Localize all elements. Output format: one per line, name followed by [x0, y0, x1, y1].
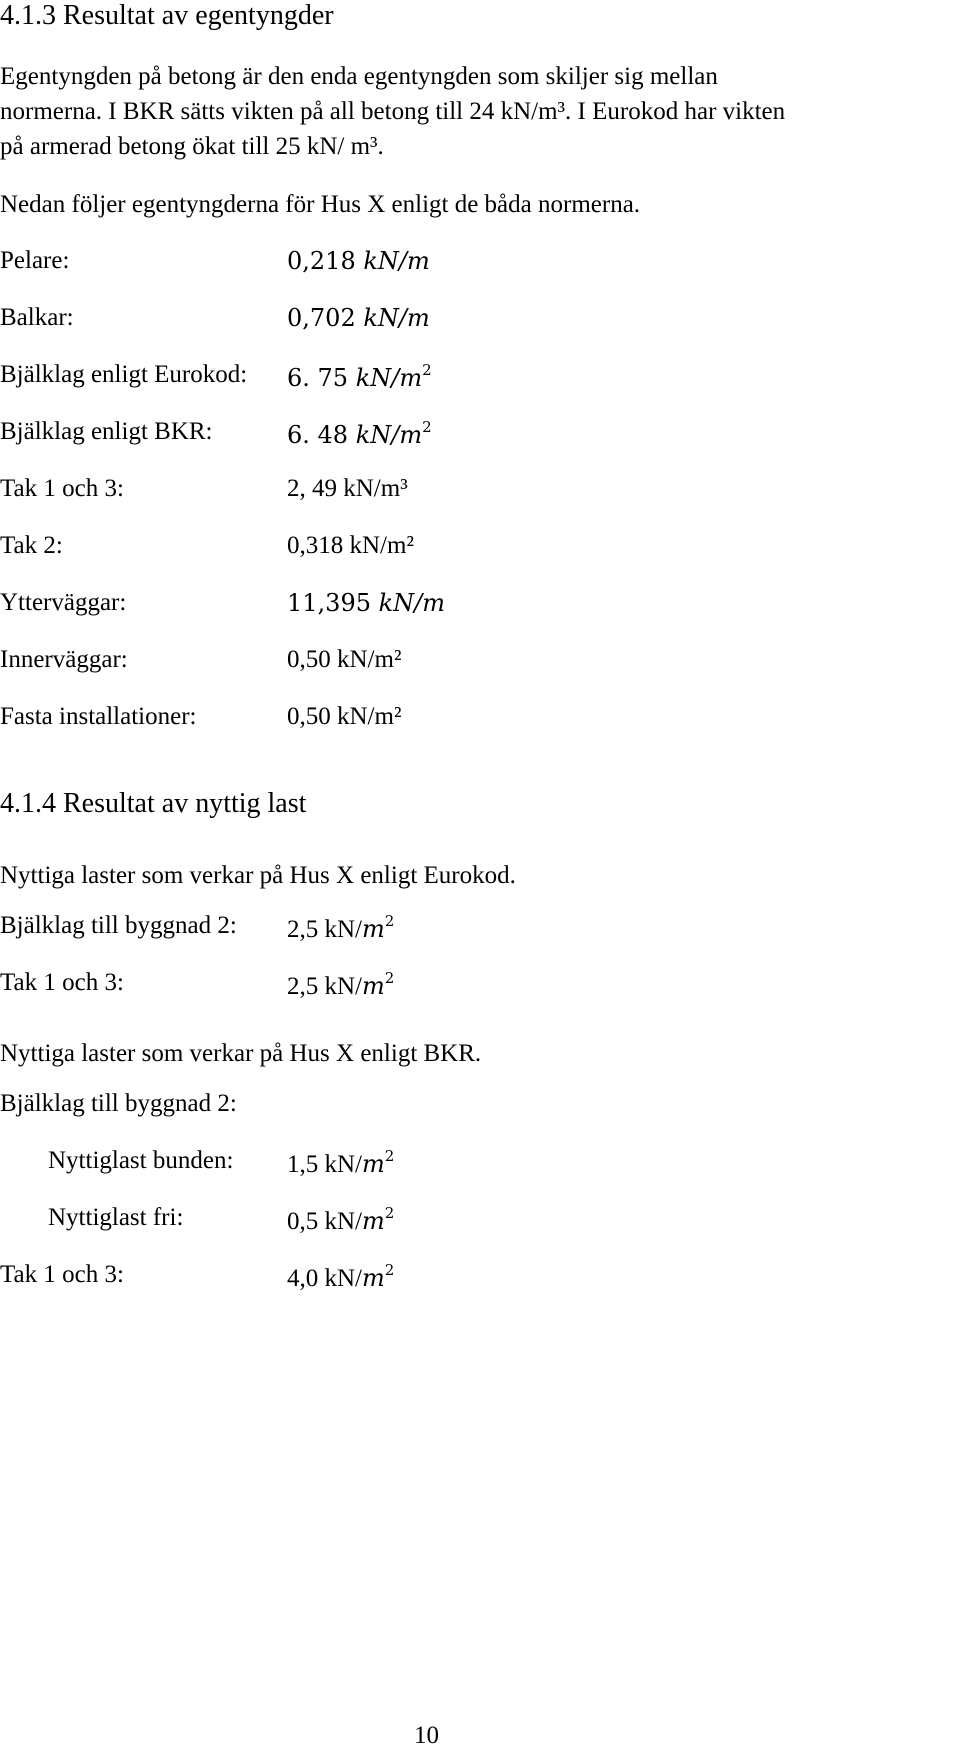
row-value-tak-1-3: 2, 49 kN/m³	[287, 475, 408, 502]
bkr-subheading: Bjälklag till byggnad 2:	[0, 1090, 237, 1117]
section-heading-egentyngder: 4.1.3 Resultat av egentyngder	[0, 0, 334, 31]
row-value-innervaggar: 0,50 kN/m²	[287, 646, 402, 673]
row-label-innervaggar: Innerväggar:	[0, 646, 128, 673]
row-value-fasta-installationer: 0,50 kN/m²	[287, 703, 402, 730]
row-label-tak-1-3: Tak 1 och 3:	[0, 475, 124, 502]
section-heading-nyttig-last: 4.1.4 Resultat av nyttig last	[0, 788, 307, 819]
row-value-tak-2: 0,318 kN/m²	[287, 532, 414, 559]
row-value-bjalklag-bkr: 6. 48 $kN/m^2$	[287, 418, 432, 449]
row-label-fasta-installationer: Fasta installationer:	[0, 703, 197, 730]
euro-row-value: 2,5 $kN/m^2$	[287, 912, 395, 943]
paragraph-line: normerna. I BKR sätts vikten på all betong till 24 kN/m³. I Eurokod har vikten	[0, 98, 786, 125]
euro-row-label: Bjälklag till byggnad 2:	[0, 912, 237, 939]
row-label-pelare: Pelare:	[0, 247, 70, 274]
row-label-balkar: Balkar:	[0, 304, 74, 331]
row-label-bjalklag-eurokod: Bjälklag enligt Eurokod:	[0, 361, 248, 388]
bkr-row-value: 0,5 $kN/m^2$	[287, 1204, 395, 1235]
row-label-tak-2: Tak 2:	[0, 532, 63, 559]
intro-text: Nedan följer egentyngderna för Hus X enligt de båda normerna.	[0, 191, 641, 218]
bkr-intro: Nyttiga laster som verkar på Hus X enligt BKR.	[0, 1040, 482, 1067]
euro-row-label: Tak 1 och 3:	[0, 969, 124, 996]
bkr-row-label: Nyttiglast bunden:	[48, 1147, 234, 1174]
row-value-yttervaggar: 11,395 kN/m	[287, 589, 446, 617]
bkr-row-label: Nyttiglast fri:	[48, 1204, 184, 1231]
bkr-row-value: 1,5 $kN/m^2$	[287, 1147, 395, 1178]
row-value-bjalklag-eurokod: 6. 75 $kN/m^2$	[287, 361, 432, 392]
eurokod-intro: Nyttiga laster som verkar på Hus X enligt Eurokod.	[0, 862, 516, 889]
paragraph-line: Egentyngden på betong är den enda egentyngden som skiljer sig mellan	[0, 63, 718, 90]
bkr-row-value: 4,0 $kN/m^2$	[287, 1261, 395, 1292]
row-label-bjalklag-bkr: Bjälklag enligt BKR:	[0, 418, 213, 445]
euro-row-value: 2,5 $kN/m^2$	[287, 969, 395, 1000]
row-label-yttervaggar: Ytterväggar:	[0, 589, 127, 616]
bkr-row-label: Tak 1 och 3:	[0, 1261, 124, 1288]
page-number: 10	[414, 1722, 439, 1749]
row-value-pelare: 0,218 kN/m	[287, 247, 430, 275]
paragraph-line: på armerad betong ökat till 25 kN/ m³.	[0, 133, 384, 160]
row-value-balkar: 0,702 kN/m	[287, 304, 430, 332]
